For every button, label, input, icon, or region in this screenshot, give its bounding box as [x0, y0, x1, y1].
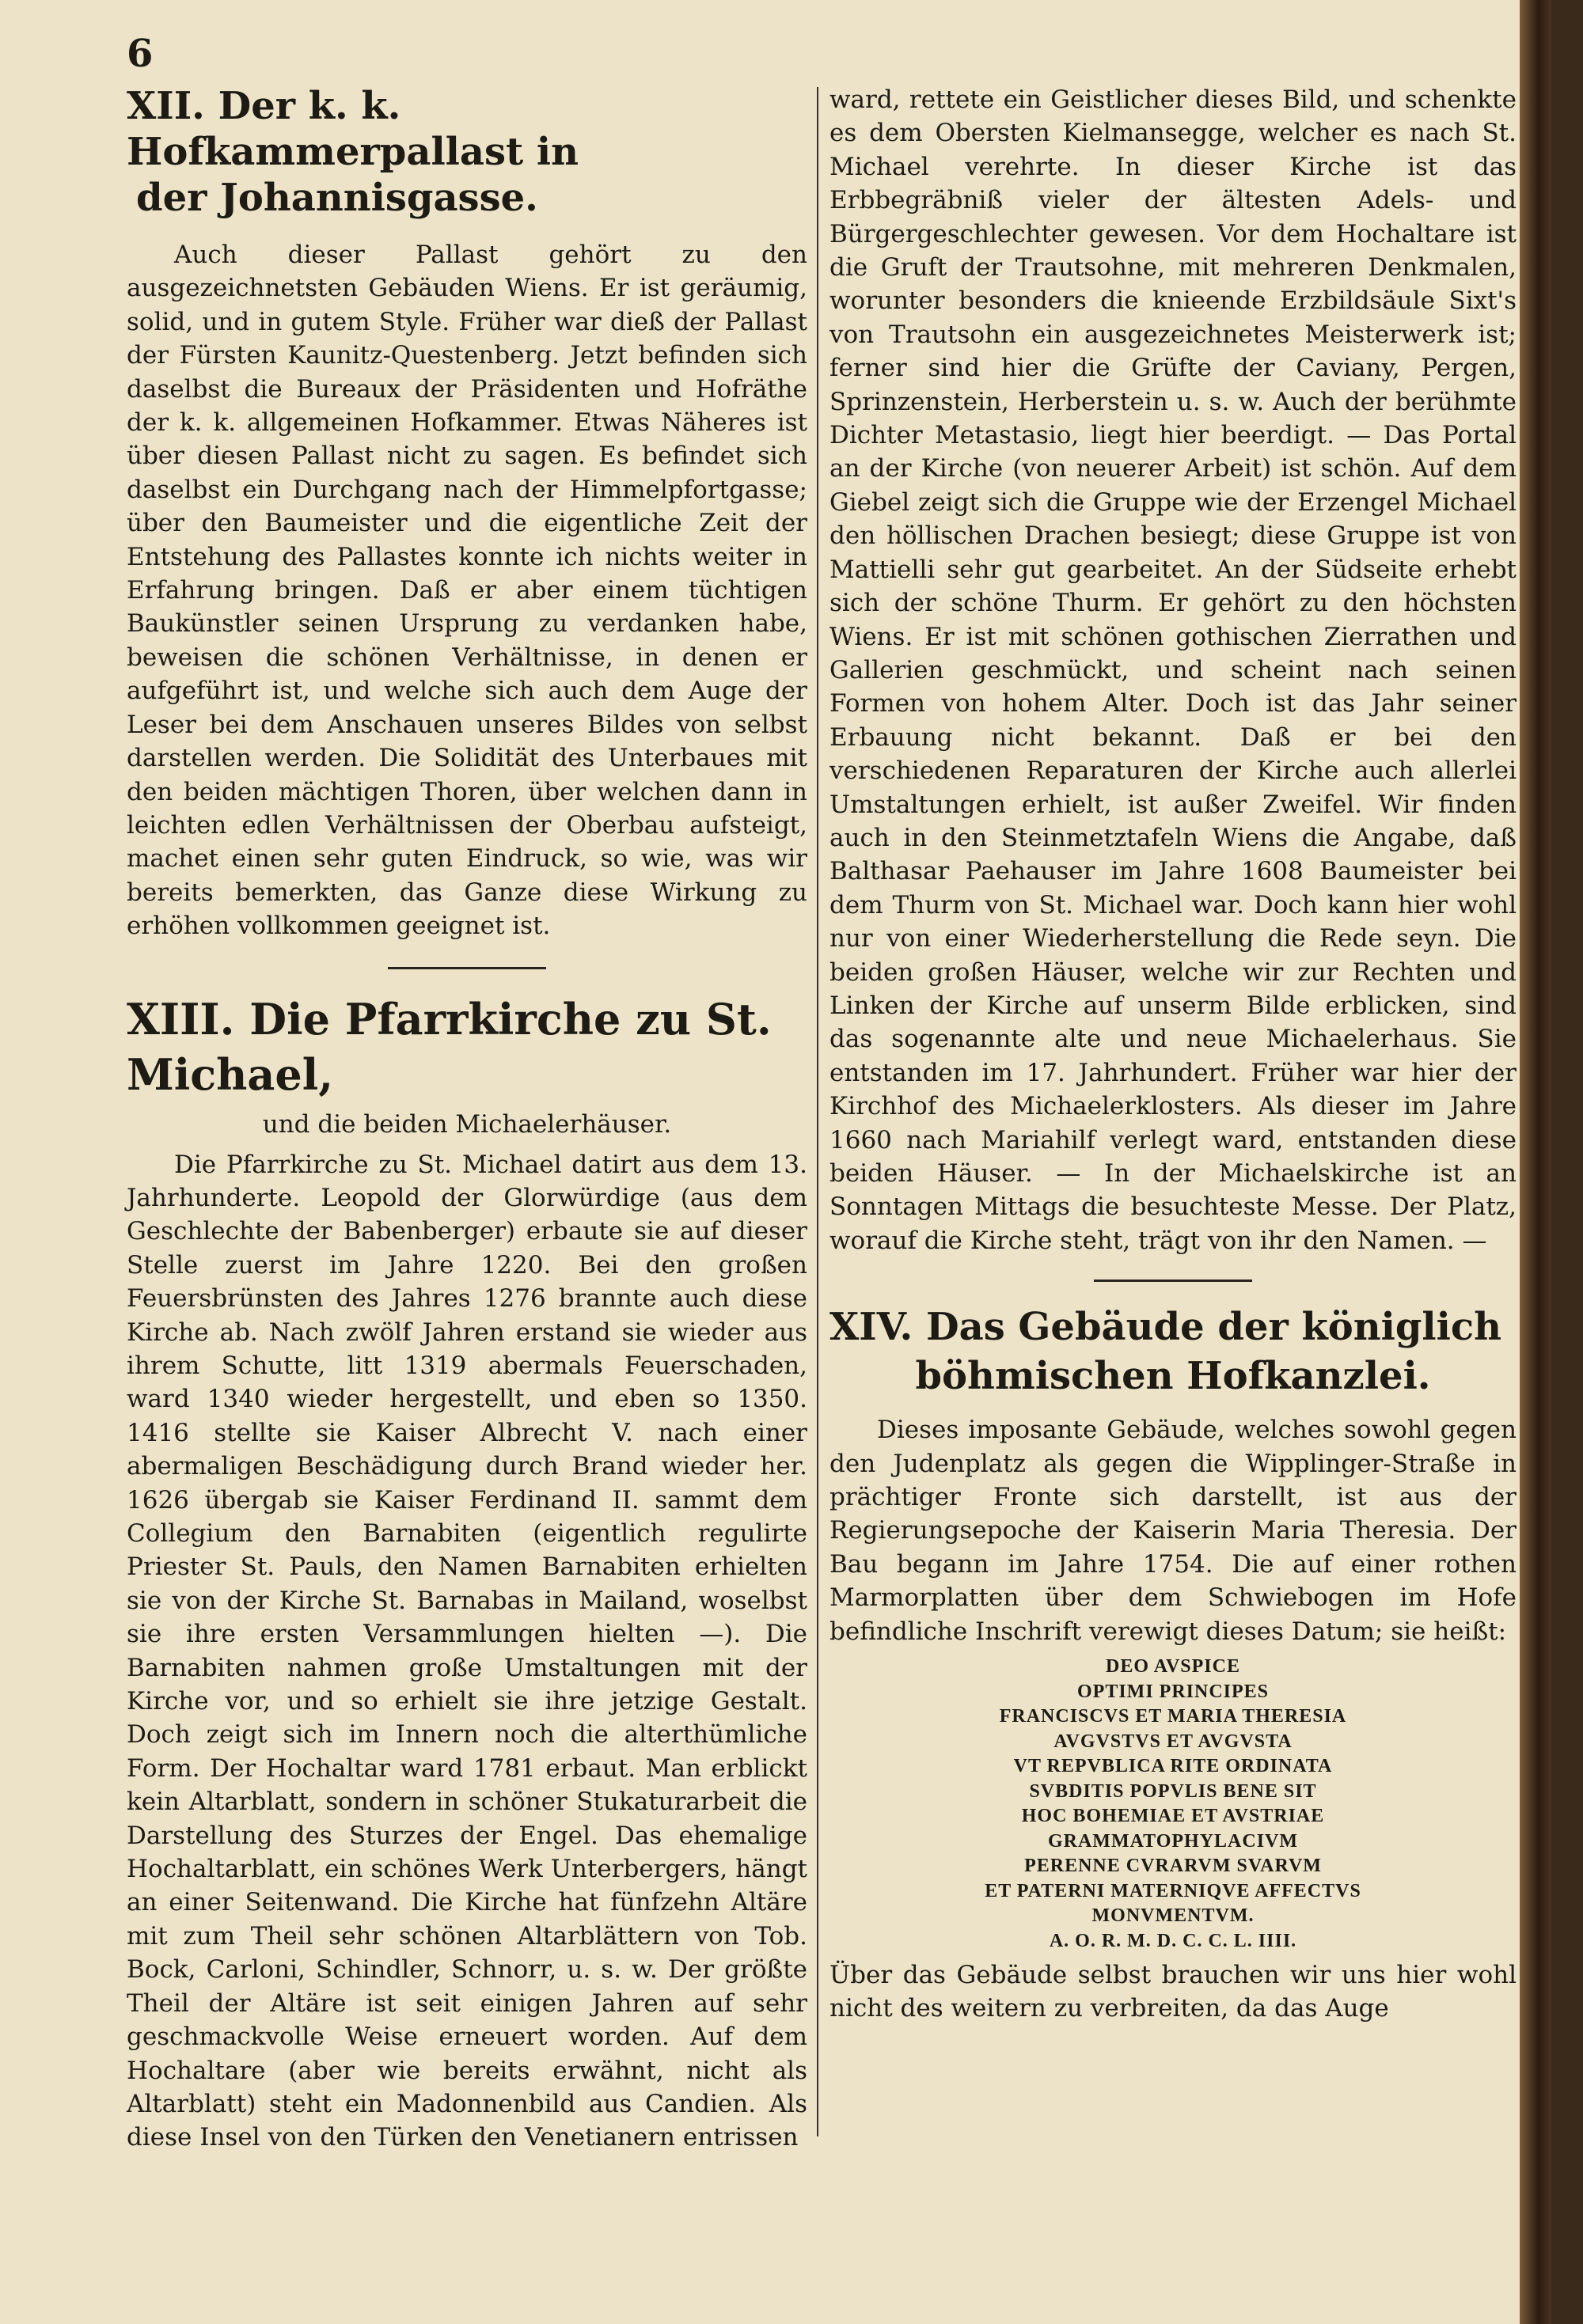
section-12-heading: [127, 83, 807, 221]
inscription-line: SVBDITIS POPVLIS BENE SIT: [1029, 1780, 1317, 1802]
page-number: 6: [127, 32, 154, 76]
left-column: [127, 83, 807, 2155]
right-column: [829, 83, 1517, 2026]
latin-inscription: [829, 1655, 1517, 1954]
section-13-heading: XIII. Die Pfarrkirche zu St. Michael,: [127, 993, 772, 1100]
inscription-line: FRANCISCVS ET MARIA THERESIA: [999, 1706, 1347, 1727]
inscription-line: VT REPVBLICA RITE ORDINATA: [1013, 1756, 1333, 1777]
section-divider: [1094, 1280, 1252, 1282]
section-12-heading-line1: XII. Der k. k. Hofkammerpallast in: [127, 84, 579, 174]
inscription-line: DEO AVSPICE: [1106, 1656, 1240, 1678]
section-14-heading-line2: böhmischen Hofkanzlei.: [915, 1354, 1431, 1399]
section-14-heading-line1: XIV. Das Gebäude der königlich: [829, 1305, 1501, 1350]
section-12-body: Auch dieser Pallast gehört zu den ausgezeichnetsten Gebäuden Wiens. Er ist geräumig, solid, und in gutem Style. Früher war dieß der Pallast der Fürsten Kaunitz-Questenberg. Jetzt befinden sich daselbst die Bureaux der Präsidenten und Hofräthe der k. k. allgemeinen Hofkammer. Etwas Näheres ist über diesen Pallast nicht zu sagen. Es befindet sich daselbst ein Durchgang nach der Himmelpfortgasse; über den Baumeister und die eigentliche Zeit der Entstehung des Pallastes konnte ich nichts weiter in Erfahrung bringen. Daß er aber einem tüchtigen Baukünstler seinen Ursprung zu verdanken habe, beweisen die schönen Verhältnisse, in denen er aufgeführt ist, und welche sich auch dem Auge der Leser bei dem Anschauen unseres Bildes von selbst darstellen werden. Die Solidität des Unterbaues mit den beiden mächtigen Thoren, über welchen dann in leichten edlen Verhältnissen der Oberbau aufsteigt, machet einen sehr guten Eindruck, so wie, was wir bereits bemerkten, das Ganze diese Wirkung zu erhöhen vollkommen geeignet ist.: [127, 241, 807, 941]
section-divider: [388, 967, 546, 969]
section-13-subheading: und die beiden Michaelerhäuser.: [262, 1109, 672, 1139]
inscription-line: GRAMMATOPHYLACIVM: [1047, 1830, 1299, 1852]
section-13-continued: ward, rettete ein Geistlicher dieses Bild, und schenkte es dem Obersten Kielmansegge, welcher es nach St. Michael verehrte. In dieser Kirche ist das Erbbegräbniß vieler der ältesten Adels- und Bürgergeschlechter gewesen. Vor dem Hochaltare ist die Gruft der Trautsohne, mit mehreren Denkmalen, worunter besonders die knieende Erzbildsäule Sixt's von Trautsohn ein ausgezeichnetes Meisterwerk ist; ferner sind hier die Grüfte der Caviany, Pergen, Sprinzenstein, Herberstein u. s. w. Auch der berühmte Dichter Metastasio, liegt hier beerdigt. — Das Portal an der Kirche (von neuerer Arbeit) ist schön. Auf dem Giebel zeigt sich die Gruppe wie der Erzengel Michael den höllischen Drachen besiegt; diese Gruppe ist von Mattielli sehr gut gearbeitet. An der Südseite erhebt sich der schöne Thurm. Er gehört zu den höchsten Wiens. Er ist mit schönen gothischen Zierrathen und Gallerien geschmückt, und scheint nach seinen Formen von hohem Alter. Doch ist das Jahr seiner Erbauung nicht bekannt. Daß er bei den verschiedenen Reparaturen der Kirche auch allerlei Umstaltungen erhielt, ist außer Zweifel. Wir finden auch in den Steinmetztafeln Wiens die Angabe, daß Balthasar Paehauser im Jahre 1608 Baumeister bei dem Thurm von St. Michael war. Doch kann hier wohl nur von einer Wiederherstellung die Rede seyn. Die beiden großen Häuser, welche wir zur Rechten und Linken der Kirche auf unserm Bilde erblicken, sind das sogenannte alte und neue Michaelerhaus. Sie entstanden im 17. Jahrhundert. Früher war hier der Kirchhof des Michaelerklosters. Als dieser im Jahre 1660 nach Mariahilf verlegt ward, entstanden diese beiden Häuser. — In der Michaelskirche ist an Sonntagen Mittags die besuchteste Messe. Der Platz, worauf die Kirche steht, trägt von ihr den Namen. —: [829, 85, 1517, 1255]
inscription-line: A. O. R. M. D. C. C. L. IIII.: [1049, 1930, 1297, 1951]
inscription-line: MONVMENTVM.: [1091, 1905, 1255, 1927]
section-14-heading: [829, 1302, 1517, 1401]
inscription-line: HOC BOHEMIAE ET AVSTRIAE: [1021, 1806, 1325, 1827]
section-13-body: Die Pfarrkirche zu St. Michael datirt aus dem 13. Jahrhunderte. Leopold der Glorwürdige (aus dem Geschlechte der Babenberger) erbaute sie auf dieser Stelle zuerst im Jahre 1220. Bei den großen Feuersbrünsten des Jahres 1276 brannte auch diese Kirche ab. Nach zwölf Jahren erstand sie wieder aus ihrem Schutte, litt 1319 abermals Feuerschaden, ward 1340 wieder hergestellt, und eben so 1350. 1416 stellte sie Kaiser Albrecht V. nach einer abermaligen Beschädigung durch Brand wieder her. 1626 übergab sie Kaiser Ferdinand II. sammt dem Collegium den Barnabiten (eigentlich regulirte Priester St. Pauls, den Namen Barnabiten erhielten sie von der Kirche St. Barnabas in Mailand, woselbst sie ihre ersten Versammlungen hielten —). Die Barnabiten nahmen große Umstaltungen mit der Kirche vor, und so erhielt sie ihre jetzige Gestalt. Doch zeigt sich im Innern noch die alterthümliche Form. Der Hochaltar ward 1781 erbaut. Man erblickt kein Altarblatt, sondern in schöner Stukaturarbeit die Darstellung des Sturzes der Engel. Das ehemalige Hochaltarblatt, ein schönes Werk Unterbergers, hängt an einer Seitenwand. Die Kirche hat fünfzehn Altäre mit zum Theil sehr schönen Altarblättern von Tob. Bock, Carloni, Schindler, Schnorr, u. s. w. Der größte Theil der Altäre ist seit einigen Jahren auf sehr geschmackvolle Weise erneuert worden. Auf dem Hochaltare (aber wie bereits erwähnt, nicht als Altarblatt) steht ein Madonnenbild aus Candien. Als diese Insel von den Türken den Venetianern entrissen: [127, 1150, 807, 2152]
section-14-closing: Über das Gebäude selbst brauchen wir uns hier wohl nicht des weitern zu verbreiten, da das Auge: [829, 1961, 1517, 2023]
inscription-line: ET PATERNI MATERNIQVE AFFECTVS: [985, 1880, 1361, 1901]
inscription-line: OPTIMI PRINCIPES: [1076, 1681, 1270, 1702]
book-spine-edge: [1520, 0, 1551, 2324]
column-rule: [817, 87, 818, 2136]
inscription-line: PERENNE CVRARVM SVARVM: [1024, 1856, 1322, 1877]
section-12-heading-line2: der Johannisgasse.: [136, 176, 538, 220]
section-14-body: Dieses imposante Gebäude, welches sowohl gegen den Judenplatz als gegen die Wipplinger-Straße in prächtiger Fronte sich darstellt, ist aus der Regierungsepoche der Kaiserin Maria Theresia. Der Bau begann im Jahre 1754. Die auf einer rothen Marmorplatten über dem Schwiebogen im Hofe befindliche Inschrift verewigt dieses Datum; sie heißt:: [829, 1416, 1517, 1646]
inscription-line: AVGVSTVS ET AVGVSTA: [1053, 1731, 1293, 1752]
